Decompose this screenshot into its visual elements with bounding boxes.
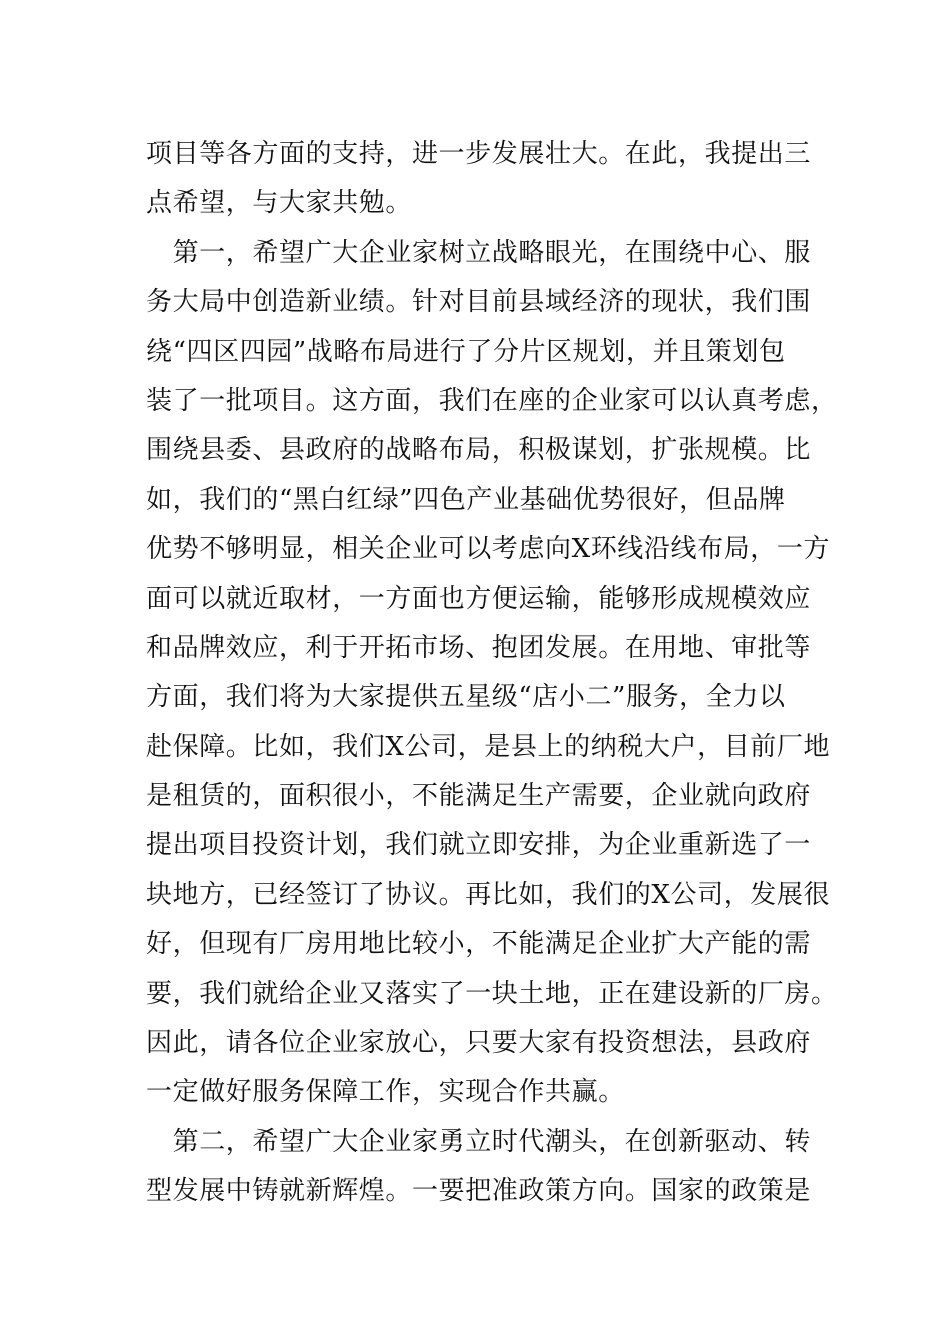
- paragraph-start-line: 第二，希望广大企业家勇立时代潮头，在创新驱动、转: [146, 1126, 812, 1157]
- text-line: 项目等各方面的支持，进一步发展壮大。在此，我提出三: [146, 139, 812, 169]
- body-text: [146, 130, 838, 1217]
- text-line: 一定做好服务保障工作，实现合作共赢。: [146, 1077, 625, 1108]
- text-line: 赴保障。比如，我们X公司，是县上的纳税大户，目前厂地: [146, 731, 831, 762]
- text-line: 和品牌效应，利于开拓市场、抱团发展。在用地、审批等: [146, 632, 812, 663]
- text-line: 块地方，已经签订了协议。再比如，我们的X公司，发展很: [146, 879, 831, 910]
- paragraph-start-line: 第一，希望广大企业家树立战略眼光，在围绕中心、服: [146, 237, 812, 268]
- text-line: 务大局中创造新业绩。针对目前县域经济的现状，我们围: [146, 287, 812, 318]
- text-line: 围绕县委、县政府的战略布局，积极谋划，扩张规模。比: [146, 435, 812, 466]
- text-line: 点希望，与大家共勉。: [146, 188, 413, 219]
- text-line: 方面，我们将为大家提供五星级“店小二”服务，全力以: [146, 682, 786, 713]
- text-line: 因此，请各位企业家放心，只要大家有投资想法，县政府: [146, 1028, 812, 1059]
- text-line: 好，但现有厂房用地比较小，不能满足企业扩大产能的需: [146, 929, 812, 960]
- text-line: 优势不够明显，相关企业可以考虑向X环线沿线布局，一方: [146, 534, 831, 565]
- text-line: 是租赁的，面积很小，不能满足生产需要，企业就向政府: [146, 781, 812, 812]
- text-line: 装了一批项目。这方面，我们在座的企业家可以认真考虑，: [146, 385, 838, 416]
- text-line: 型发展中铸就新辉煌。一要把准政策方向。国家的政策是: [146, 1176, 812, 1207]
- text-line: 面可以就近取材，一方面也方便运输，能够形成规模效应: [146, 583, 812, 614]
- text-line: 提出项目投资计划，我们就立即安排，为企业重新选了一: [146, 830, 812, 861]
- text-line: 要，我们就给企业又落实了一块土地，正在建设新的厂房。: [146, 978, 838, 1009]
- text-line: 如，我们的“黑白红绿”四色产业基础优势很好，但品牌: [146, 484, 786, 515]
- text-line: 绕“四区四园”战略布局进行了分片区规划，并且策划包: [146, 336, 786, 367]
